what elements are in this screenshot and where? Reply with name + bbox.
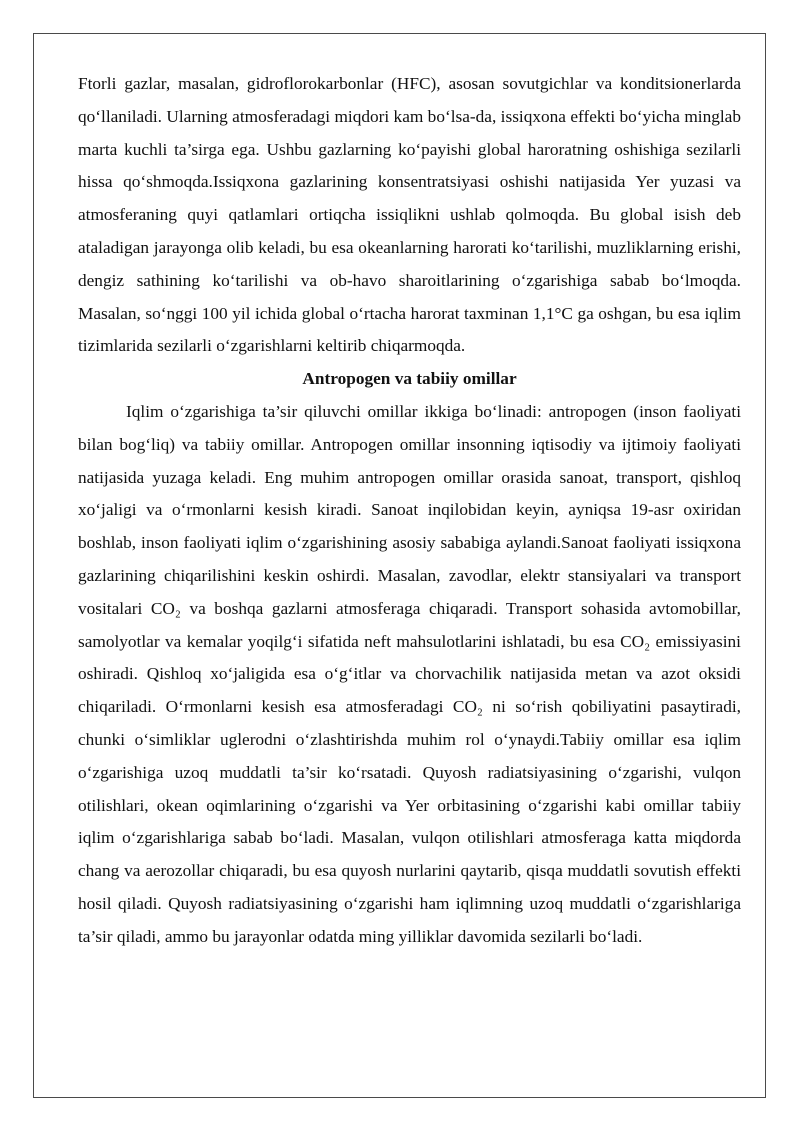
paragraph-anthropogenic-natural-factors: Iqlim o‘zgarishiga ta’sir qiluvchi omillar ikkiga bo‘linadi: antropogen (inson faoliyati bilan bog‘liq) va tabiiy omillar. Antropogen omillar insonning iqtisodiy va ijtimoiy faoliyati natijasida yuzaga keladi. Eng muhim antropogen omillar orasida sanoat, transport, qishloq xo‘jaligi va o‘rmonlarni kesish kiradi. Sanoat inqilobidan keyin, ayniqsa 19-asr oxiridan boshlab, inson faoliyati iqlim o‘zgarishining asosiy sababiga aylandi.Sanoat faoliyati issiqxona gazlarining chiqarilishini keskin oshirdi. Masalan, zavodlar, elektr stansiyalari va transport vositalari CO₂ va boshqa gazlarni atmosferaga chiqaradi. Transport sohasida avtomobillar, samolyotlar va kemalar yoqilg‘i sifatida neft mahsulotlarini ishlatadi, bu esa CO₂ emissiyasini oshiradi. Qishloq xo‘jaligida esa o‘g‘itlar va chorvachilik natijasida metan va azot oksidi chiqariladi. O‘rmonlarni kesish esa atmosferadagi CO₂ ni so‘rish qobiliyatini pasaytiradi, chunki o‘simliklar uglerodni o‘zlashtirishda muhim rol o‘ynaydi.Tabiiy omillar esa iqlim o‘zgarishiga uzoq muddatli ta’sir ko‘rsatadi. Quyosh radiatsiyasining o‘zgarishi, vulqon otilishlari, okean oqimlarining o‘zgarishi va Yer orbitasining o‘zgarishi kabi omillar tabiiy iqlim o‘zgarishlariga sabab bo‘ladi. Masalan, vulqon otilishlari atmosferaga katta miqdorda chang va aerozollar chiqaradi, bu esa quyosh nurlarini qaytarib, qisqa muddatli sovutish effekti hosil qiladi. Quyosh radiatsiyasining o‘zgarishi ham iqlimning uzoq muddatli o‘zgarishlariga ta’sir qiladi, ammo bu jarayonlar odatda ming yilliklar davomida sezilarli bo‘ladi. (78, 401, 741, 946)
paragraph-fluorinated-gases: Ftorli gazlar, masalan, gidroflorokarbonlar (HFC), asosan sovutgichlar va konditsionerlarda qo‘llaniladi. Ularning atmosferadagi miqdori kam bo‘lsa-da, issiqxona effekti bo‘yicha minglab marta kuchli ta’sirga ega. Ushbu gazlarning ko‘payishi global haroratning oshishiga sezilarli hissa qo‘shmoqda.Issiqxona gazlarining konsentratsiyasi oshishi natijasida Yer yuzasi va atmosferaning quyi qatlamlari ortiqcha issiqlikni ushlab qolmoqda. Bu global isish deb ataladigan jarayonga olib keladi, bu esa okeanlarning harorati ko‘tarilishi, muzliklarning erishi, dengiz sathining ko‘tarilishi va ob-havo sharoitlarining o‘zgarishiga sabab bo‘lmoqda. Masalan, so‘nggi 100 yil ichida global o‘rtacha harorat taxminan 1,1°C ga oshgan, bu esa iqlim tizimlarida sezilarli o‘zgarishlarni keltirib chiqarmoqda. (78, 74, 741, 356)
section-heading: Antropogen va tabiiy omillar (302, 369, 517, 389)
document-body (78, 68, 741, 954)
